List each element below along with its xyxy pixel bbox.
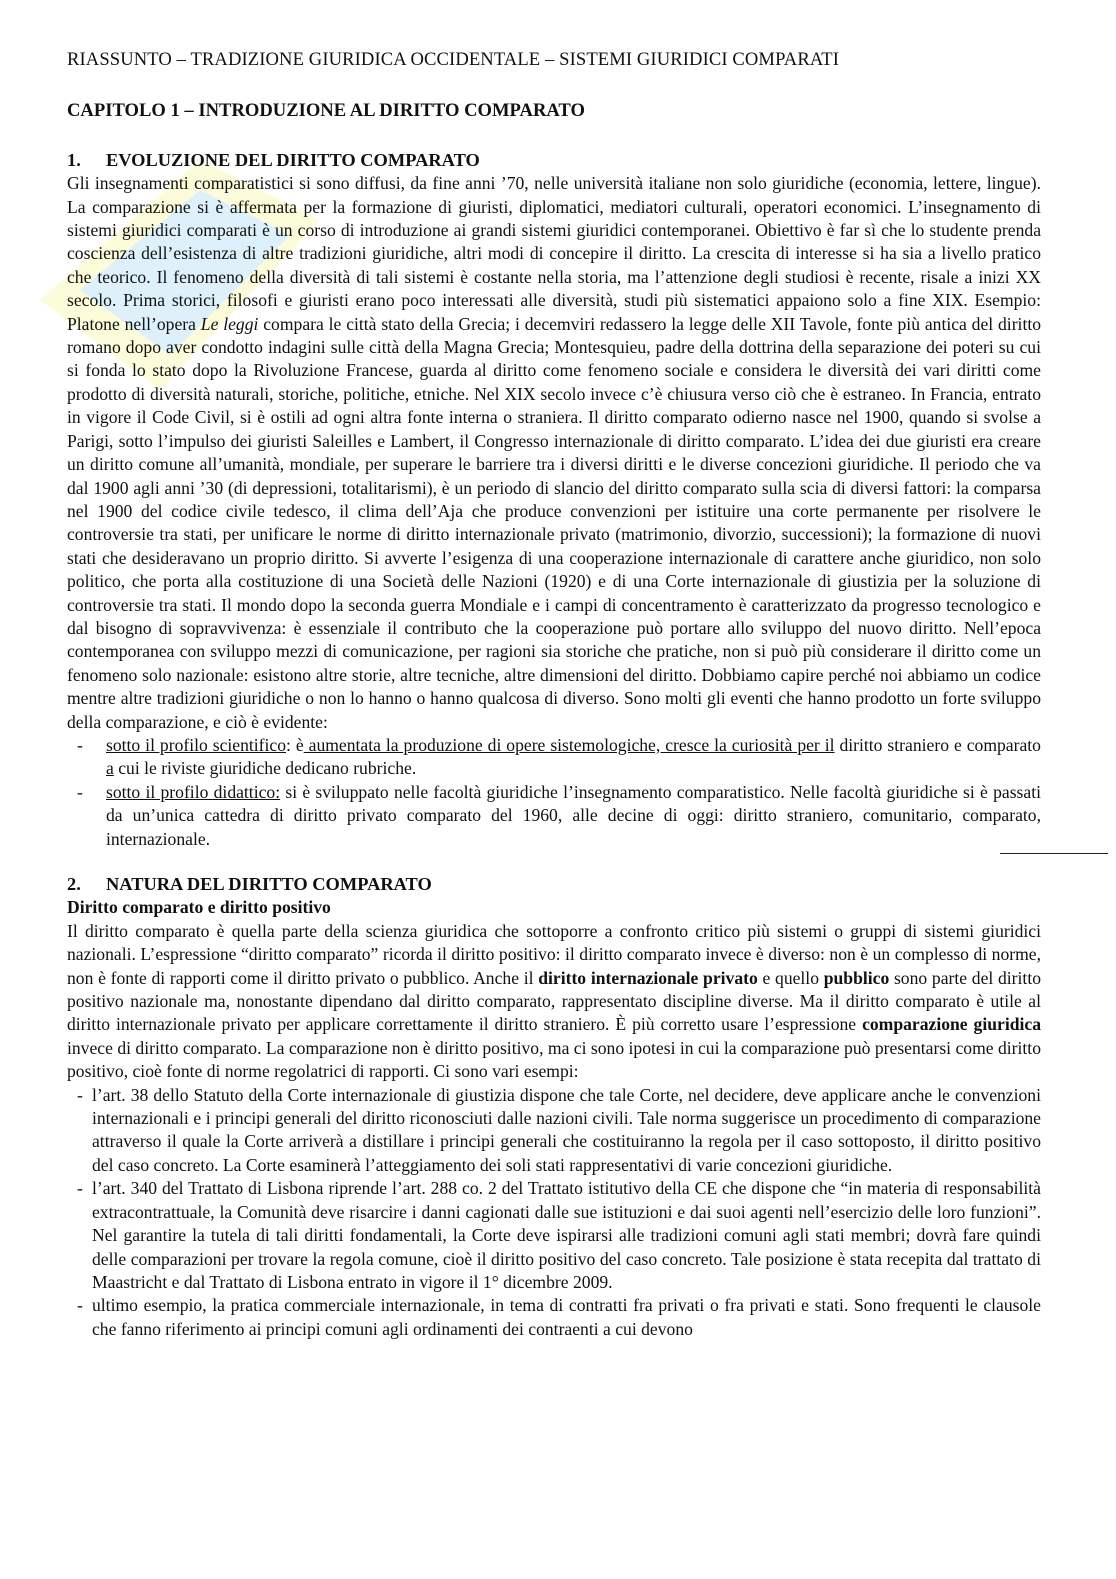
spacer [67, 851, 1041, 873]
bullet-text: l’art. 38 dello Statuto della Corte internazionale di giustizia dispone che tale Corte, nel decidere, deve applicare anche le convenzioni internazionali e i principi generali del diritto riconosciuti dalle nazioni civili. Tale norma suggerisce un procedimento di comparazione attraverso il quale la Corte arriverà a distillare i principi generali che costituiranno la regola per il caso sottoposto, il diritto positivo del caso concreto. La Corte esaminerà l’atteggiamento dei soli stati rappresentativi di varie concezioni giuridiche. [92, 1084, 1041, 1175]
book-title-le-leggi: Le leggi [200, 313, 259, 334]
section-1-number: 1. [67, 149, 81, 170]
subsection-title: Diritto comparato e diritto positivo [67, 897, 331, 918]
list-item [67, 1084, 1041, 1178]
dash-bullet: - [77, 781, 83, 802]
list-item [67, 734, 1041, 781]
bullet-text: diritto straniero e comparato [834, 734, 1041, 755]
list-item [67, 1177, 1041, 1294]
dash-bullet: - [77, 1084, 83, 1105]
dash-bullet: - [77, 1295, 83, 1316]
section-1-paragraph [67, 172, 1041, 734]
document-header: RIASSUNTO – TRADIZIONE GIURIDICA OCCIDENTALE – SISTEMI GIURIDICI COMPARATI [67, 49, 840, 70]
section-1-list [67, 734, 1041, 851]
section-2-number: 2. [67, 874, 81, 894]
list-item [67, 1294, 1041, 1341]
bullet-text: si è sviluppato nelle facoltà giuridiche l’insegnamento comparatistico. Nelle facoltà giuridiche si è passati da un’unica cattedra di diritto privato comparato del 1960, alle decine di oggi: diritto straniero, comunitario, comparato, internazionale. [106, 781, 1041, 849]
section-1-text-b: compara le città stato della Grecia; i decemviri redassero la legge delle XII Tavole, fonte più antica del diritto romano dopo aver condotto indagini sulle città della Magna Grecia; Montesquieu, padre della dottrina della separazione dei poteri su cui si fonda lo stato dopo la Rivoluzione Francese, guarda al diritto come fenomeno sociale e considera le diversità dei vari diritti come prodotto di diversità naturali, storiche, politiche, etniche. Nel XIX secolo invece c’è chiusura verso ciò che è estraneo. In Francia, entrato in vigore il Code Civil, si è ostili ad ogni altra fonte interna o straniera. Il diritto comparato odierno nasce nel 1900, quando si svolse a Parigi, sotto l’impulso dei giuristi Saleilles e Lambert, il Congresso internazionale di diritto comparato. L’idea dei due giuristi era creare un diritto comune all’umanità, mondiale, per superare le barriere tra i diversi diritti e le diverse concezioni giuridiche. Il periodo che va dal 1900 agli anni ’30 (di depressioni, totalitarismi), è un periodo di slancio del diritto comparato sulla scia di diversi fattori: la comparsa nel 1900 del codice civile tedesco, il clima dell’Aja che produce convenzioni per istituire una corte permanente per risolvere le controversie tra stati, per unificare le norme di diritto internazionale privato (matrimonio, divorzio, successioni); la formazione di nuovi stati che desideravano un proprio diritto. Si avverte l’esigenza di una cooperazione internazionale di carattere anche giuridico, non solo politico, che porta alla costituzione di una Società delle Nazioni (1920) e di una Corte internazionale di giustizia per la soluzione di controversie tra stati. Il mondo dopo la seconda guerra Mondiale e i campi di concentramento è caratterizzato da progresso tecnologico e dal bisogno di sopravvivenza: è essenziale il contributo che la cooperazione può portare allo sviluppo del nuovo diritto. Nell’epoca contemporanea con sviluppo mezzi di comunicazione, per ragioni sia storiche che pratiche, non si può più considerare il diritto come un fenomeno solo nazionale: esistono altre storie, altre tecniche, altre dimensioni del diritto. Dobbiamo capire perché noi abbiamo un codice mentre altre tradizioni giuridiche o non lo hanno o hanno qualcosa di diverso. Sono molti gli eventi che hanno prodotto un forte sviluppo della comparazione, e ciò è evidente: [67, 313, 1042, 732]
dash-bullet: - [77, 734, 83, 755]
bullet-lead: sotto il profilo scientifico [106, 734, 287, 755]
bullet-text: ultimo esempio, la pratica commerciale internazionale, in tema di contratti fra privati o fra privati e stati. Sono frequenti le clausole che fanno riferimento ai principi comuni agli ordinamenti dei contraenti a cui devono [92, 1295, 1041, 1339]
term-diritto-internazionale-privato: diritto internazionale privato [538, 967, 758, 988]
section-1-title [67, 149, 1041, 172]
section-2-text: invece di diritto comparato. La comparazione non è diritto positivo, ma ci sono ipotesi in cui la comparazione può presentarsi come diritto positivo, cioè fonte di norme regolatrici di rapporti. Ci sono vari esempi: [67, 1037, 1041, 1082]
bullet-text: : è [286, 734, 304, 755]
section-2-text: Il diritto comparato è quella parte della scienza giuridica che sottoporre a confronto critico più sistemi o gruppi di sistemi giuridici nazionali. L’espressione “diritto comparato” ricorda il diritto positivo: il diritto comparato invece è diverso: non è un complesso di norme, non è fonte di rapporti come il diritto privato o pubblico. Anche il [67, 920, 1041, 988]
bullet-text: l’art. 340 del Trattato di Lisbona riprende l’art. 288 co. 2 del Trattato istitutivo della CE che dispone che “in materia di responsabilità extracontrattuale, la Comunità deve risarcire i danni cagionati dalle sue istituzioni e dai suoi agenti nell’esercizio delle loro funzioni”. Nel garantire la tutela di tali diritti fondamentali, la Corte deve ispirarsi alle tradizioni comuni agli stati membri; dovrà fare quindi delle comparazioni per trovare la regola comune, cioè il diritto positivo del caso concreto. Tale posizione è stata recepita dal trattato di Maastricht e dal Trattato di Lisbona entrato in vigore il 1° dicembre 2009. [92, 1178, 1041, 1292]
bullet-underlined-text: a [106, 758, 114, 779]
list-item [67, 781, 1041, 851]
section-2-list [67, 1084, 1041, 1341]
chapter-title: CAPITOLO 1 – INTRODUZIONE AL DIRITTO COMPARATO [67, 100, 585, 122]
section-1-heading: EVOLUZIONE DEL DIRITTO COMPARATO [106, 149, 480, 170]
horizontal-rule [1000, 853, 1108, 854]
term-pubblico: pubblico [823, 967, 890, 988]
section-1-text-a: Gli insegnamenti comparatistici si sono diffusi, da fine anni ’70, nelle università italiane non solo giuridiche (economia, lettere, lingue). La comparazione si è affermata per la formazione di giuristi, diplomatici, mediatori culturali, operatori economici. L’insegnamento di sistemi giuridici comparati è un corso di introduzione ai grandi sistemi giuridici contemporanei. Obiettivo è far sì che lo studente prenda coscienza dell’esistenza di altre tradizioni giuridiche, altri modi di concepire il diritto. La crescita di interesse si ha sia a livello pratico che teorico. Il fenomeno della diversità di tali sistemi è costante nella storia, ma l’attenzione degli studiosi è recente, risale a inizi XX secolo. Prima storici, filosofi e giuristi erano poco interessati alle diversità, studi più sistematici appaiono solo a fine XIX. Esempio: Platone nell’opera [67, 173, 1041, 334]
section-2-paragraph [67, 920, 1041, 1084]
bullet-underlined-text: aumentata la produzione di opere sistemologiche, cresce la curiosità per il [303, 734, 835, 755]
document-page [67, 48, 1041, 1341]
section-2-text: e quello [757, 967, 824, 988]
bullet-text: cui le riviste giuridiche dedicano rubriche. [113, 758, 417, 779]
section-2-heading: NATURA DEL DIRITTO COMPARATO [106, 874, 432, 894]
section-2-title [67, 873, 1041, 896]
section-2-text: sono parte del diritto positivo nazionale ma, nonostante dipendano dal diritto comparato, rappresentato discipline diverse. Ma il diritto comparato è utile al diritto internazionale privato per applicare correttamente il diritto straniero. È più corretto usare l’espressione [67, 967, 1042, 1035]
term-comparazione-giuridica: comparazione giuridica [862, 1014, 1041, 1035]
dash-bullet: - [77, 1178, 83, 1199]
bullet-lead: sotto il profilo didattico: [106, 781, 281, 802]
